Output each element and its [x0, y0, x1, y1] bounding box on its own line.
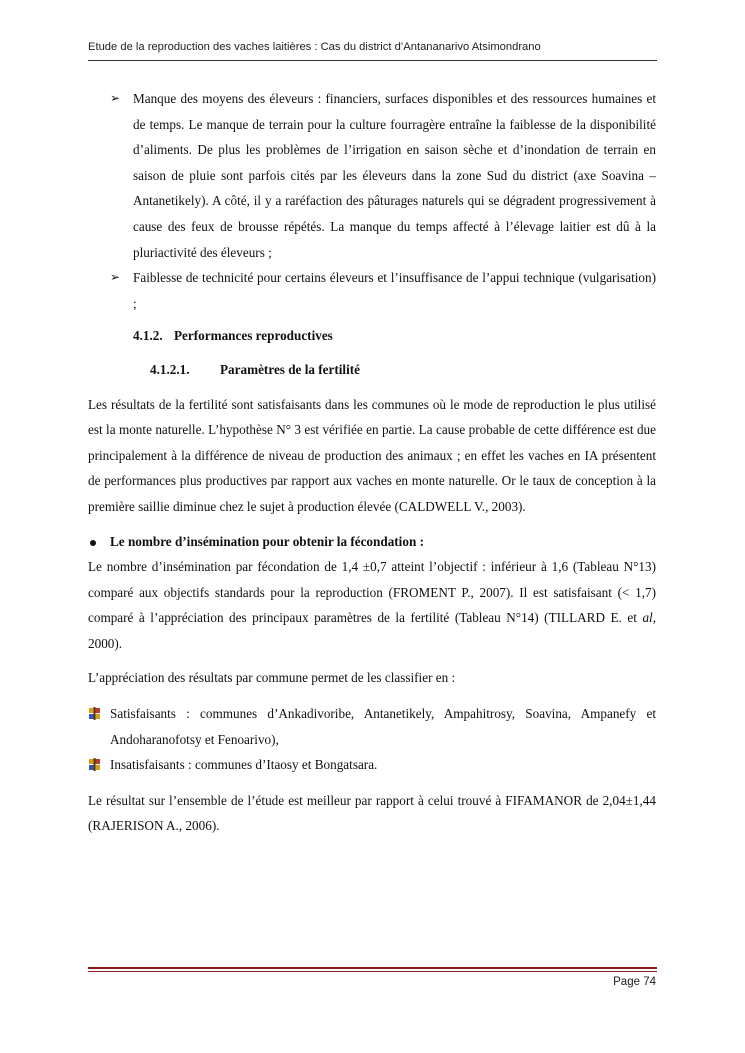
page-content — [88, 86, 656, 839]
list-item-text: Insatisfaisants : communes d’Itaosy et Bongatsara. — [110, 757, 378, 773]
page-number: Page 74 — [613, 976, 656, 988]
section-number: 4.1.2. — [133, 328, 163, 344]
section-heading-4-1-2 — [133, 323, 656, 349]
footer-rule — [88, 967, 657, 969]
dot-heading — [88, 529, 656, 555]
paragraph-text: Le nombre d’insémination par fécondation de 1,4 ±0,7 atteint l’objectif : inférieur à 1,6 (Tableau N°13) comparé aux objectifs standards pour la reproduction (FROMENT P., 2007). Il est satisfaisant (< 1,7) comparé à l’appréciation des principaux paramètres de la fertilité (Tableau N°14) (TILLARD E. et — [88, 559, 656, 626]
bullet-text: Faiblesse de technicité pour certains éleveurs et l’insuffisance de l’appui technique (vulgarisation) ; — [133, 270, 656, 311]
flag-list — [88, 701, 656, 778]
flag-bullet-icon — [88, 758, 101, 771]
paragraph-appreciation: L’appréciation des résultats par commune permet de les classifier en : — [88, 670, 456, 686]
header-rule — [88, 60, 657, 61]
section-title: Performances reproductives — [174, 328, 333, 344]
italic-text: al — [642, 610, 653, 626]
arrow-bullet-icon: ➢ — [110, 91, 121, 105]
bullet-text: Manque des moyens des éleveurs : financiers, surfaces disponibles et des ressources humaines et de temps. Le manque de terrain pour la culture fourragère entraîne la faiblesse de la disponibilité d’aliments. De plus les problèmes de l’irrigation en saison sèche et d’inondation de terrain en saison de pluie sont parfois cités par les éleveurs dans la zone Sud du district (axe Soavina – Antanetikely). A côté, il y a raréfaction des pâturages naturels qui se dégradent progressivement à cause des feux de brousse répétés. La manque du temps affecté à l’élevage laitier est dû à la pluriactivité des éleveurs ; — [133, 91, 656, 260]
list-item — [88, 701, 656, 752]
dot-bullet-icon — [90, 540, 96, 546]
bullet-item — [88, 265, 656, 316]
bullet-item — [88, 86, 656, 265]
list-item — [88, 752, 656, 778]
section-heading-4-1-2-1 — [150, 357, 656, 383]
flag-bullet-icon — [88, 707, 101, 720]
arrow-bullet-icon: ➢ — [110, 270, 121, 285]
section-number: 4.1.2.1. — [150, 361, 190, 377]
paragraph-text: , 2000). — [88, 610, 656, 651]
footer-rule — [88, 971, 657, 972]
running-header: Etude de la reproduction des vaches laitières : Cas du district d’Antananarivo Atsimondrano — [88, 41, 541, 53]
paragraph-fertility: Les résultats de la fertilité sont satisfaisants dans les communes où le mode de reproduction le plus utilisé est la monte naturelle. L’hypothèse N° 3 est vérifiée en partie. La cause probable de cette différence est due principalement à la différence de niveau de production des animaux ; en effet les vaches en IA présentent de performances plus productives par rapport aux vaches en monte naturelle. Or le taux de conception à la première saillie diminue chez le sujet à production élevée (CALDWELL V., 2003). — [88, 396, 656, 514]
section-title: Paramètres de la fertilité — [220, 361, 360, 377]
list-item-text: Satisfaisants : communes d’Ankadivoribe, Antanetikely, Ampahitrosy, Soavina, Ampanefy et Andoharanofotsy et Fenoarivo), — [110, 706, 656, 747]
paragraph-final: Le résultat sur l’ensemble de l’étude est meilleur par rapport à celui trouvé à FIFAMANOR de 2,04±1,44 (RAJERISON A., 2006). — [88, 792, 656, 834]
dot-heading-text: Le nombre d’insémination pour obtenir la fécondation : — [110, 533, 424, 549]
paragraph-insemination — [88, 554, 656, 656]
